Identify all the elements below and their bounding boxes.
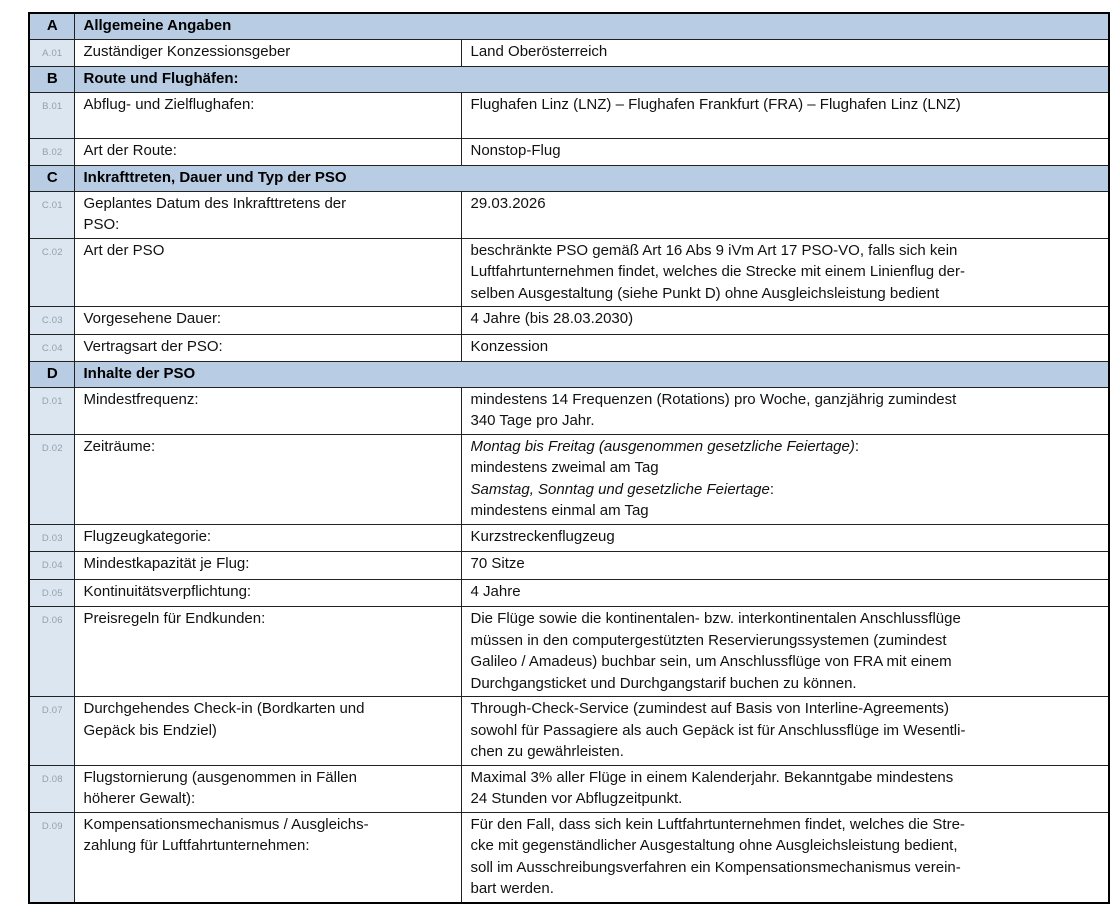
value-text: mindestens 14 Frequenzen (Rotations) pro Woche, ganzjährig zumindest xyxy=(470,390,957,408)
row-value xyxy=(461,334,1109,362)
table-row-C.02 xyxy=(29,238,1109,307)
value-text: : xyxy=(854,437,860,455)
value-text: chen zu gewährleisten. xyxy=(470,743,624,760)
row-value xyxy=(461,812,1109,903)
row-value xyxy=(461,607,1109,697)
value-text: Die Flüge sowie die kontinentalen- bzw. interkontinentalen Anschlussflüge xyxy=(470,610,961,627)
value-text: : xyxy=(769,480,775,498)
label-text: Vorgesehene Dauer: xyxy=(83,310,222,327)
value-text: Land Oberösterreich xyxy=(470,42,608,60)
value-text: Konzession xyxy=(470,337,549,355)
value-text: mindestens einmal am Tag xyxy=(470,502,649,519)
label-text: Kontinuitätsverpflichtung: xyxy=(83,582,252,600)
row-value xyxy=(461,434,1109,524)
table-row-C.01 xyxy=(29,191,1109,238)
row-id xyxy=(29,191,74,238)
table-row-D.09 xyxy=(29,812,1109,903)
row-id xyxy=(29,607,74,697)
table-row-D.07 xyxy=(29,697,1109,766)
row-id-text: C.01 xyxy=(41,199,63,211)
document-page xyxy=(28,12,1110,904)
label-text: Durchgehendes Check-in (Bordkarten und xyxy=(83,700,365,717)
label-text: Geplantes Datum des Inkrafttretens der xyxy=(83,194,347,212)
row-label xyxy=(74,191,461,238)
label-text: Mindestfrequenz: xyxy=(83,390,199,408)
row-label xyxy=(74,607,461,697)
row-label xyxy=(74,552,461,580)
value-text: soll im Ausschreibungsverfahren ein Kompensationsmechanismus verein- xyxy=(470,858,961,876)
value-text: müssen in den computergestützten Reservierungssystemen (zumindest xyxy=(470,631,947,649)
row-id-text: D.01 xyxy=(41,395,63,407)
row-id xyxy=(29,387,74,434)
row-id xyxy=(29,307,74,335)
row-id xyxy=(29,138,74,166)
table-row-D.01 xyxy=(29,387,1109,434)
value-text: 24 Stunden vor Abflugzeitpunkt. xyxy=(470,790,683,807)
table-row-D.08 xyxy=(29,765,1109,812)
label-text: Kompensationsmechanismus / Ausgleichs- xyxy=(83,815,369,833)
label-text: Flugzeugkategorie: xyxy=(83,527,212,545)
value-text: Durchgangsticket und Durchgangstarif buchen zu können. xyxy=(470,674,857,692)
value-text: Samstag, Sonntag und gesetzliche Feiertage xyxy=(470,480,770,498)
pso-table-body xyxy=(29,13,1109,903)
value-text: beschränkte PSO gemäß Art 16 Abs 9 iVm Art 17 PSO-VO, falls sich kein xyxy=(470,241,958,259)
table-row-D.05 xyxy=(29,579,1109,607)
value-text: bart werden. xyxy=(470,880,554,897)
value-text: Galileo / Amadeus) buchbar sein, um Anschlussflüge von FRA mit einem xyxy=(470,653,952,670)
value-text: Für den Fall, dass sich kein Luftfahrtunternehmen findet, welches die Stre- xyxy=(470,815,965,833)
label-text: Preisregeln für Endkunden: xyxy=(83,610,266,627)
label-text: Vertragsart der PSO: xyxy=(83,337,223,355)
value-text: selben Ausgestaltung (siehe Punkt D) ohne Ausgleichsleistung bedient xyxy=(470,284,940,302)
row-value xyxy=(461,191,1109,238)
row-id-text: B.01 xyxy=(42,100,63,112)
table-row-D.06 xyxy=(29,607,1109,697)
value-text: Luftfahrtunternehmen findet, welches die Strecke mit einem Linienflug der- xyxy=(470,263,965,280)
section-row-D xyxy=(29,362,1109,388)
row-id xyxy=(29,765,74,812)
value-text: Flughafen Linz (LNZ) – Flughafen Frankfurt (FRA) – Flughafen Linz (LNZ) xyxy=(470,95,961,113)
row-id-text: D.07 xyxy=(41,705,63,716)
row-id-text: D.05 xyxy=(41,587,63,599)
table-row-B.02 xyxy=(29,138,1109,166)
label-text: Mindestkapazität je Flug: xyxy=(83,555,250,572)
row-label xyxy=(74,579,461,607)
section-row-B xyxy=(29,67,1109,93)
label-text: Gepäck bis Endziel) xyxy=(83,721,217,739)
row-id xyxy=(29,39,74,67)
row-label xyxy=(74,697,461,766)
row-label xyxy=(74,39,461,67)
table-row-B.01 xyxy=(29,92,1109,138)
label-text: Art der PSO xyxy=(83,241,165,259)
row-label xyxy=(74,434,461,524)
table-row-C.03 xyxy=(29,307,1109,335)
label-text: Art der Route: xyxy=(83,141,177,159)
row-id-text: C.02 xyxy=(41,246,63,258)
section-title: Allgemeine Angaben xyxy=(74,13,1109,39)
row-id-text: D.06 xyxy=(41,615,63,626)
label-text: zahlung für Luftfahrtunternehmen: xyxy=(83,837,310,854)
row-label xyxy=(74,138,461,166)
value-text: Maximal 3% aller Flüge in einem Kalenderjahr. Bekanntgabe mindestens xyxy=(470,768,954,786)
row-value xyxy=(461,765,1109,812)
value-text: 340 Tage pro Jahr. xyxy=(470,412,595,429)
section-letter: A xyxy=(29,13,74,39)
pso-table xyxy=(28,12,1110,904)
row-id-text: C.03 xyxy=(41,315,63,326)
row-id-text: D.09 xyxy=(41,820,63,832)
value-text: Montag bis Freitag (ausgenommen gesetzliche Feiertage) xyxy=(470,437,855,455)
label-text: PSO: xyxy=(83,216,120,233)
section-title: Route und Flughäfen: xyxy=(74,67,1109,93)
value-text: sowohl für Passagiere als auch Gepäck ist für Anschlussflüge im Wesentli- xyxy=(470,721,966,739)
row-id xyxy=(29,579,74,607)
value-text: Nonstop-Flug xyxy=(470,141,561,159)
row-id-text: D.02 xyxy=(41,442,63,454)
section-title: Inkrafttreten, Dauer und Typ der PSO xyxy=(74,166,1109,192)
table-row-D.02 xyxy=(29,434,1109,524)
row-value xyxy=(461,697,1109,766)
row-id xyxy=(29,812,74,903)
section-row-A xyxy=(29,13,1109,39)
table-row-A.01 xyxy=(29,39,1109,67)
row-id xyxy=(29,334,74,362)
row-value xyxy=(461,39,1109,67)
row-value xyxy=(461,552,1109,580)
section-letter: D xyxy=(29,362,74,388)
row-id-text: D.04 xyxy=(41,560,63,571)
row-label xyxy=(74,238,461,307)
row-label xyxy=(74,387,461,434)
section-letter: B xyxy=(29,67,74,93)
row-id xyxy=(29,697,74,766)
label-text: Abflug- und Zielflughafen: xyxy=(83,95,255,113)
value-text: Through-Check-Service (zumindest auf Basis von Interline-Agreements) xyxy=(470,700,950,717)
section-letter: C xyxy=(29,166,74,192)
section-row-C xyxy=(29,166,1109,192)
value-text: Kurzstreckenflugzeug xyxy=(470,527,615,545)
value-text: mindestens zweimal am Tag xyxy=(470,459,659,476)
value-text: cke mit gegenständlicher Ausgestaltung ohne Ausgleichsleistung bedient, xyxy=(470,837,958,854)
row-id xyxy=(29,238,74,307)
row-id-text: C.04 xyxy=(41,342,63,354)
table-row-D.04 xyxy=(29,552,1109,580)
label-text: Zeiträume: xyxy=(83,437,156,455)
table-row-C.04 xyxy=(29,334,1109,362)
row-value xyxy=(461,524,1109,552)
section-title: Inhalte der PSO xyxy=(74,362,1109,388)
row-id xyxy=(29,92,74,138)
table-row-D.03 xyxy=(29,524,1109,552)
row-id xyxy=(29,434,74,524)
row-value xyxy=(461,138,1109,166)
row-label xyxy=(74,334,461,362)
value-text: 4 Jahre (bis 28.03.2030) xyxy=(470,310,634,327)
row-value xyxy=(461,238,1109,307)
row-id xyxy=(29,524,74,552)
row-label xyxy=(74,307,461,335)
row-id-text: A.01 xyxy=(42,47,63,59)
row-value xyxy=(461,387,1109,434)
row-label xyxy=(74,765,461,812)
row-id-text: B.02 xyxy=(42,146,63,158)
row-id-text: D.08 xyxy=(41,773,63,785)
value-text: 4 Jahre xyxy=(470,582,521,600)
row-id-text: D.03 xyxy=(41,532,63,544)
row-value xyxy=(461,307,1109,335)
label-text: höherer Gewalt): xyxy=(83,790,196,807)
value-text: 29.03.2026 xyxy=(470,194,546,212)
row-value xyxy=(461,92,1109,138)
label-text: Flugstornierung (ausgenommen in Fällen xyxy=(83,768,357,786)
row-label xyxy=(74,92,461,138)
row-label xyxy=(74,812,461,903)
row-value xyxy=(461,579,1109,607)
row-id xyxy=(29,552,74,580)
row-label xyxy=(74,524,461,552)
label-text: Zuständiger Konzessionsgeber xyxy=(83,42,291,60)
value-text: 70 Sitze xyxy=(470,555,525,572)
